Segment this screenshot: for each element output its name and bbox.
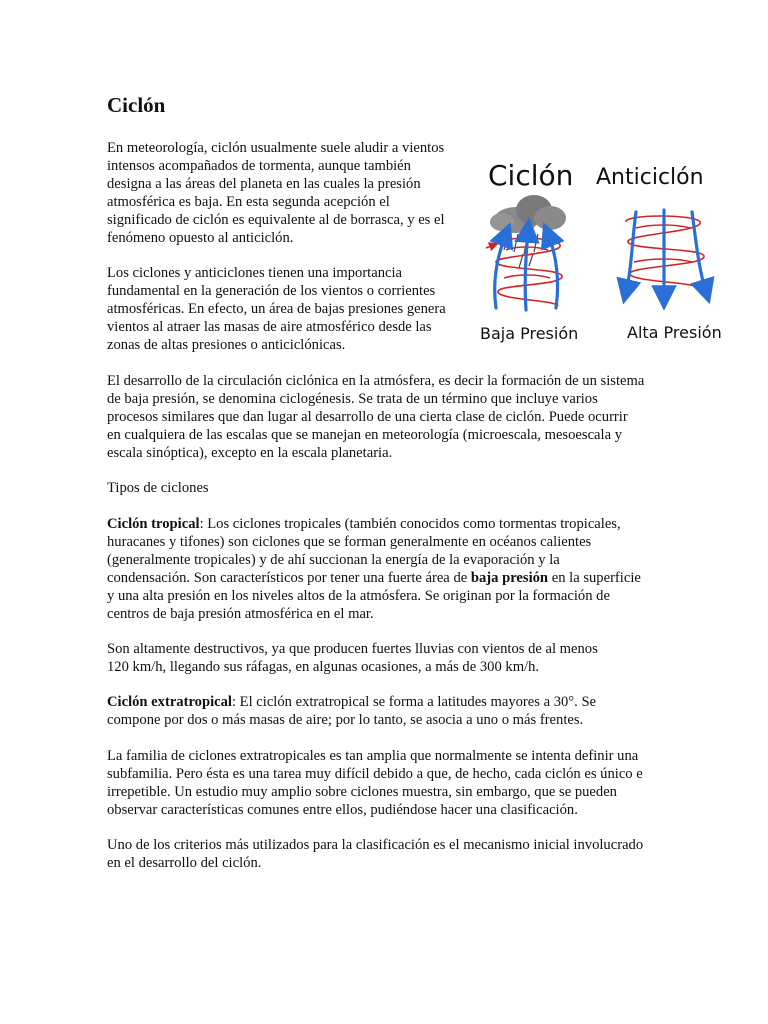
criteria-paragraph: Uno de los criterios más utilizados para la clasificación es el mecanismo inicial involucrado en el desarrollo del ciclón. (107, 837, 644, 872)
high-pressure-caption: Alta Presión (627, 323, 722, 342)
destructive-paragraph: Son altamente destructivos, ya que producen fuertes lluvias con vientos de al menos 120 km/h, llegando sus ráfagas, en algunas ocasiones, a más de 300 km/h. (107, 641, 598, 676)
extratropical-term: Ciclón extratropical (107, 694, 232, 710)
anticyclone-downdraft-arrows-icon (626, 210, 706, 298)
family-paragraph: La familia de ciclones extratropicales es tan amplia que normalmente se intenta definir una subfamilia. Pero ésta es una tarea muy difícil debido a que, de hecho, cada ciclón es único e irrepetible. Un estudio muy amplio sobre ciclones muestra, sin embargo, que se pueden observar características comunes entre ellos, pudiéndose hacer una clasificación. (107, 748, 643, 819)
figure-drawing (476, 150, 732, 350)
cyclogenesis-paragraph: El desarrollo de la circulación ciclónica en la atmósfera, es decir la formación de un sistema de baja presión, se denomina ciclogénesis. Se trata de un término que incluye varios procesos similares que dan lugar al desarrollo de una cierta clase de ciclón. Puede ocurrir en cualquiera de las escalas que se manejan en meteorología (microescala, mesoescala y escala sinóptica), excepto en la escala planetaria. (107, 373, 645, 462)
tropical-paragraph: Ciclón tropical: Los ciclones tropicales (también conocidos como tormentas tropicales, huracanes y tifones) son ciclones que se forman generalmente en océanos calientes (generalmente tropicales) y de ahí succionan la energía de la evaporación y la condensación. Son característicos por tener una fuerte área de baja presión en la superficie y una alta presión en los niveles altos de la atmósfera. Se originan por la formación de centros de baja presión atmosférica en el mar. (107, 516, 641, 623)
section-heading: Tipos de ciclones (107, 480, 209, 496)
intro-paragraph: En meteorología, ciclón usualmente suele aludir a vientos intensos acompañados de tormenta, aunque también designa a las áreas del planeta en las cuales la presión atmosférica es baja. En esta segunda acepción el significado de ciclón es equivalente al de borrasca, y es el fenómeno opuesto al anticiclón. (107, 140, 445, 247)
page-title: Ciclón (107, 93, 166, 117)
low-pressure-term: baja presión (470, 570, 549, 587)
anticyclone-label: Anticiclón (596, 165, 704, 190)
tropical-term: Ciclón tropical (107, 516, 200, 532)
cyclone-anticyclone-figure (476, 150, 732, 350)
cyclone-updraft-arrows-icon (495, 230, 558, 310)
extratropical-paragraph: Ciclón extratropical: El ciclón extratropical se forma a latitudes mayores a 30°. Se compone por dos o más masas de aire; por lo tanto, se asocia a uno o más frentes. (107, 694, 597, 729)
importance-paragraph: Los ciclones y anticiclones tienen una importancia fundamental en la generación de los vientos o corrientes atmosféricas. En efecto, un área de bajas presiones genera vientos al atraer las masas de aire atmosférico desde las zonas de altas presiones o anticiclónicas. (107, 265, 446, 354)
cyclone-label: Ciclón (488, 159, 574, 192)
storm-cloud-icon (490, 195, 566, 233)
low-pressure-caption: Baja Presión (480, 324, 579, 343)
